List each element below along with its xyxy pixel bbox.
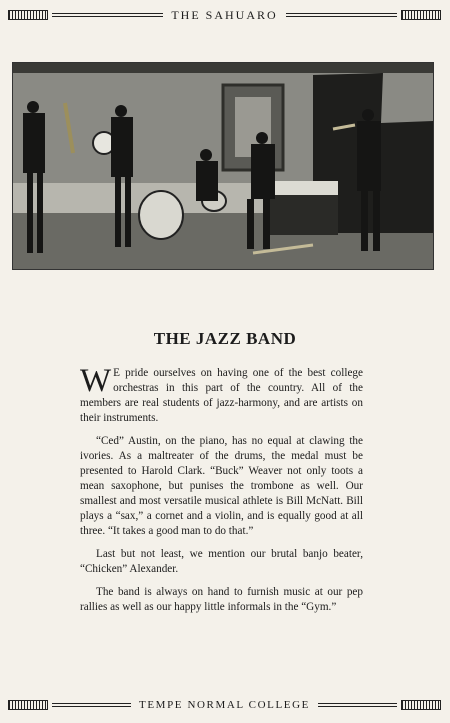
footer-rule xyxy=(8,698,441,712)
jazz-band-photo xyxy=(12,62,434,270)
header-ornament-right xyxy=(401,10,441,20)
paragraph-3: Last but not least, we mention our brutal banjo beater, “Chicken” Alexander. xyxy=(80,548,363,575)
paragraph-1-text: E pride ourselves on having one of the best college orchestras in this part of the country. All of the members are real students of jazz-harmony, and are artists on their instruments. xyxy=(80,367,363,424)
footer-ornament-left xyxy=(8,700,48,710)
article-title: THE JAZZ BAND xyxy=(153,329,297,348)
paragraph-4: The band is always on hand to furnish music at our pep rallies as well as our happy little informals in the “Gym.” xyxy=(80,586,363,613)
paragraph-1 xyxy=(80,363,363,426)
header-running-title: THE SAHUARO xyxy=(171,7,278,22)
header-ornament-left xyxy=(8,10,48,20)
paragraph-2: “Ced” Austin, on the piano, has no equal at clawing the ivories. As a maltreater of the drums, the medal must be presented to Harold Clark. “Buck” Weaver not only toots a mean saxophone, but punises the trombone as well. Our smallest and most versatile musical athlete is Bill McNatt. Bill plays a “sax,” a cornet and a violin, and is equally good at all three. “It takes a good man to do that.” xyxy=(80,435,363,537)
header-rule xyxy=(8,8,441,22)
footer-line-left xyxy=(52,703,131,707)
dropcap: W xyxy=(80,363,112,399)
article-body xyxy=(80,363,363,623)
footer-ornament-right xyxy=(401,700,441,710)
footer-line-right xyxy=(318,703,397,707)
header-line-right xyxy=(286,13,397,17)
footer-running-title: TEMPE NORMAL COLLEGE xyxy=(139,699,310,711)
header-line-left xyxy=(52,13,163,17)
